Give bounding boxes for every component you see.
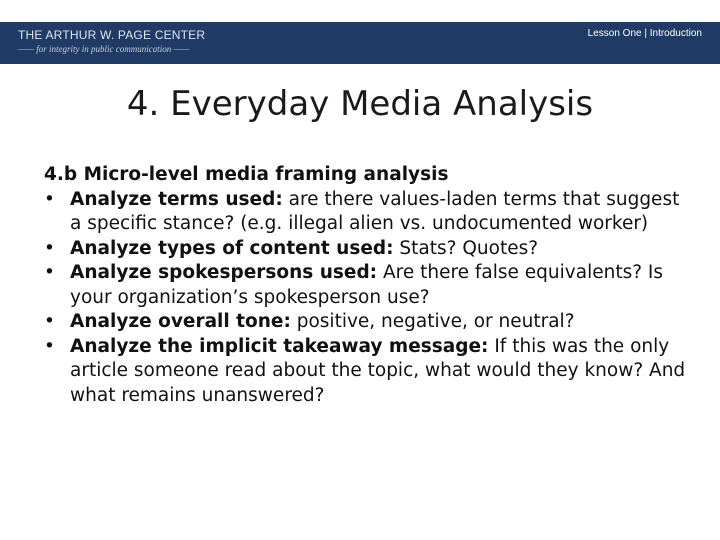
- bullet-item: [44, 335, 694, 409]
- lesson-label: Lesson One | Introduction: [587, 28, 702, 39]
- slide-content: [44, 163, 694, 408]
- bullet-lead: Analyze the implicit takeaway message:: [70, 335, 489, 357]
- bullet-text: Stats? Quotes?: [393, 237, 539, 259]
- bullet-lead: Analyze terms used:: [70, 188, 283, 210]
- bullet-mark: •: [44, 237, 55, 259]
- organization-logo-title: THE ARTHUR W. PAGE CENTER: [18, 28, 206, 42]
- bullet-mark: •: [44, 311, 55, 332]
- bullet-lead: Analyze overall tone:: [70, 311, 291, 332]
- bullet-item: [44, 237, 694, 262]
- bullet-mark: •: [44, 188, 55, 210]
- organization-logo-tagline: —— for integrity in public communication ——: [18, 44, 190, 54]
- bullet-lead: Analyze spokespersons used:: [70, 262, 378, 283]
- bullet-text: positive, negative, or neutral?: [290, 311, 575, 332]
- bullet-mark: •: [44, 335, 55, 357]
- bullet-item: [44, 310, 694, 335]
- bullet-list: [44, 188, 694, 409]
- bullet-text: Are there false equivalents? Is your organization’s spokesperson use?: [70, 262, 664, 308]
- bullet-lead: Analyze types of content used:: [70, 237, 394, 259]
- bullet-text: are there values-laden terms that suggest a specific stance? (e.g. illegal alien vs. undocumented worker): [70, 188, 680, 234]
- bullet-mark: •: [44, 262, 55, 283]
- header-banner: [0, 22, 720, 64]
- bullet-text: If this was the only article someone read about the topic, what would they know? And what remains unanswered?: [70, 335, 686, 406]
- section-subheading: 4.b Micro-level media framing analysis: [44, 164, 449, 185]
- bullet-item: [44, 261, 694, 310]
- slide-title: 4. Everyday Media Analysis: [126, 84, 594, 124]
- bullet-item: [44, 188, 694, 237]
